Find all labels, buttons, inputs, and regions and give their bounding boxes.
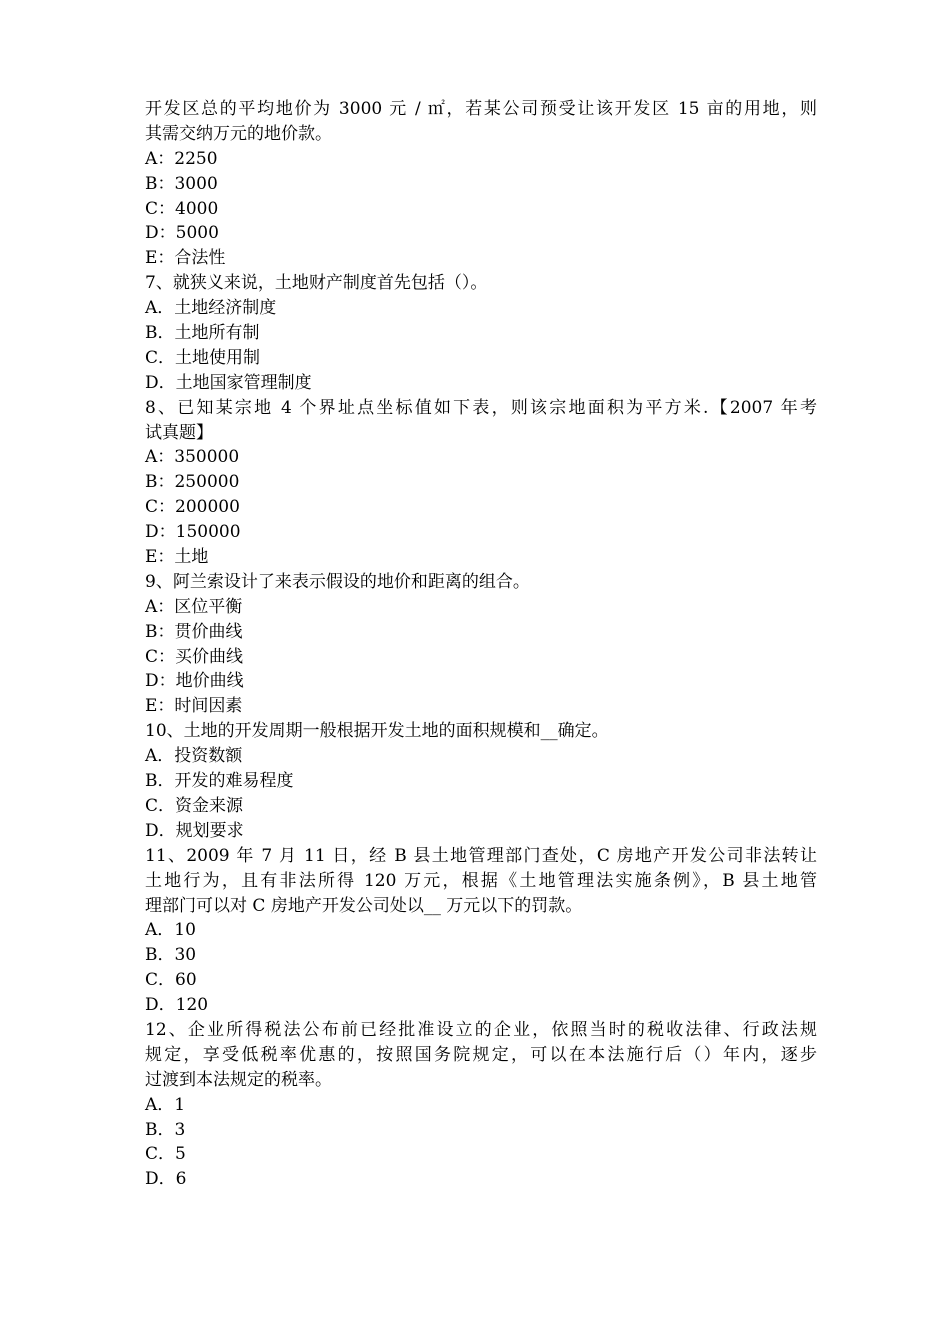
question-text-line: 12、企业所得税法公布前已经批准设立的企业，依照当时的税收法律、行政法规	[145, 1019, 817, 1040]
answer-option: E：合法性	[145, 248, 226, 269]
answer-option: D．120	[145, 995, 209, 1016]
answer-option: B．土地所有制	[145, 323, 260, 344]
question-text-line: 10、土地的开发周期一般根据开发土地的面积规模和__确定。	[145, 721, 609, 742]
question-text-line: 土地行为，且有非法所得 120 万元，根据《土地管理法实施条例》，B 县土地管	[145, 870, 817, 891]
question-text-line: 理部门可以对 C 房地产开发公司处以__ 万元以下的罚款。	[145, 895, 583, 916]
answer-option: C．土地使用制	[145, 347, 261, 368]
answer-option: B．3	[145, 1119, 186, 1140]
answer-option: D．6	[145, 1169, 187, 1190]
answer-option: A．10	[145, 920, 196, 941]
answer-option: C：4000	[145, 198, 219, 219]
answer-option: C．60	[145, 970, 197, 991]
answer-option: D：150000	[145, 522, 241, 543]
answer-option: B：3000	[145, 173, 218, 194]
answer-option: A：2250	[145, 148, 218, 169]
question-text-line: 其需交纳万元的地价款。	[145, 123, 332, 144]
answer-option: B．开发的难易程度	[145, 771, 294, 792]
answer-option: C．5	[145, 1144, 186, 1165]
answer-option: A．投资数额	[145, 746, 243, 767]
question-text-line: 8、已知某宗地 4 个界址点坐标值如下表，则该宗地面积为平方米.【2007 年考	[145, 397, 817, 418]
answer-option: A：350000	[145, 447, 240, 468]
question-text-line: 试真题】	[145, 422, 213, 443]
answer-option: D：5000	[145, 223, 219, 244]
document-page	[145, 97, 817, 1192]
answer-option: A．土地经济制度	[145, 298, 277, 319]
answer-option: A：区位平衡	[145, 596, 243, 617]
answer-option: E：土地	[145, 547, 209, 568]
question-text-line: 9、阿兰索设计了来表示假设的地价和距离的组合。	[145, 571, 530, 592]
question-text-line: 7、就狭义来说，土地财产制度首先包括（）。	[145, 273, 488, 294]
answer-option: D．规划要求	[145, 820, 244, 841]
answer-option: C：200000	[145, 497, 240, 518]
answer-option: D：地价曲线	[145, 671, 244, 692]
question-text-line: 11、2009 年 7 月 11 日，经 B 县土地管理部门查处，C 房地产开发公司非法转让	[145, 845, 817, 866]
answer-option: A．1	[145, 1094, 186, 1115]
answer-option: C：买价曲线	[145, 646, 244, 667]
answer-option: D．土地国家管理制度	[145, 372, 312, 393]
question-text-line: 规定，享受低税率优惠的，按照国务院规定，可以在本法施行后（）年内，逐步	[145, 1044, 817, 1065]
answer-option: B：贯价曲线	[145, 621, 243, 642]
answer-option: B：250000	[145, 472, 240, 493]
answer-option: C．资金来源	[145, 795, 244, 816]
question-text-line: 过渡到本法规定的税率。	[145, 1069, 332, 1090]
answer-option: B．30	[145, 945, 197, 966]
answer-option: E：时间因素	[145, 696, 243, 717]
question-text-line: 开发区总的平均地价为 3000 元 / ㎡，若某公司预受让该开发区 15 亩的用地，则	[145, 99, 817, 119]
